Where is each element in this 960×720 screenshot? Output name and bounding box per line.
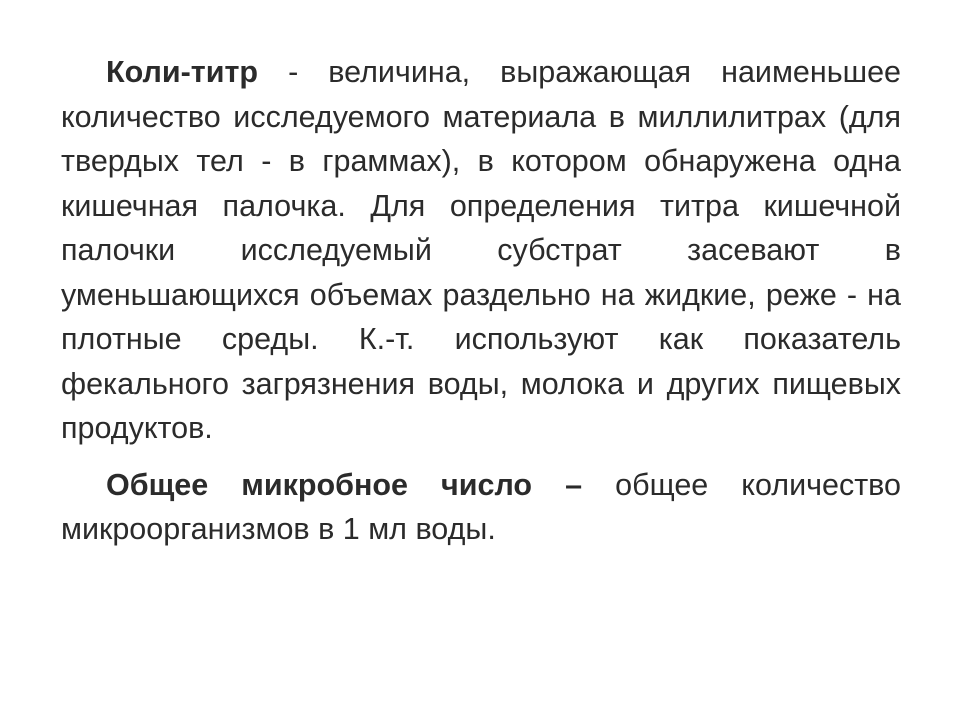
term-coli-titer: Коли-титр [106,55,259,89]
definition-text-total-microbial-count: общее количество микроорганизмов в 1 мл воды. [61,467,902,546]
slide-body [61,50,901,552]
term-total-microbial-count: Общее микробное число – [106,467,583,502]
definition-text-coli-titer: - величина, выражающая наименьшее количество исследуемого материала в миллилитрах (для твердых тел - в граммах), в котором обнаружена одна кишечная палочка. Для определения титра кишечной палочки исследуемый субстрат засевают в уменьшающихся объемах раздельно на жидкие, реже - на плотные среды. К.-т. используют как показатель фекального загрязнения воды, молока и других пищевых продуктов. [61,55,901,445]
definition-total-microbial-count [61,463,901,552]
definition-coli-titer [61,50,901,451]
